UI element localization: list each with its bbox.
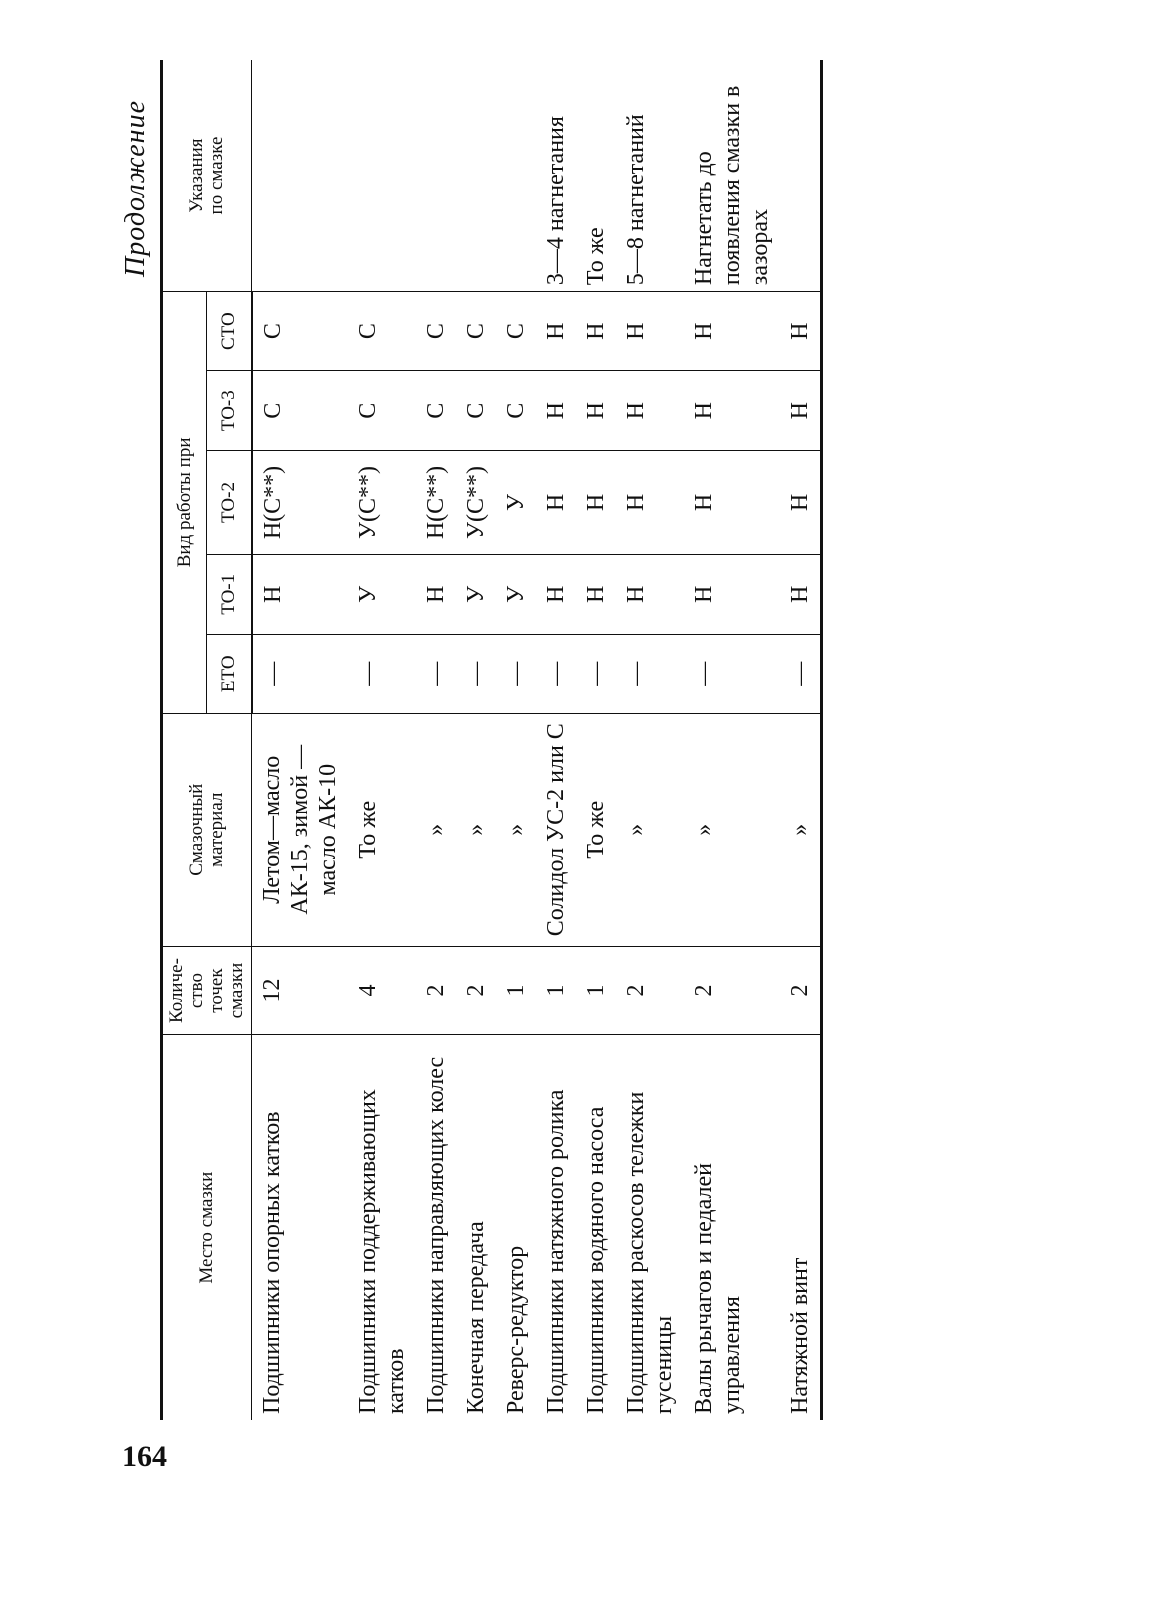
row-count: 12 [252, 946, 349, 1035]
header-to3: ТО-3 [207, 371, 252, 451]
row-material: Солидол УС-2 или С [536, 713, 576, 946]
row-eto: — [416, 634, 456, 713]
row-to2: Н [576, 451, 616, 555]
header-count-text: Количе- ство точек смазки [166, 958, 247, 1024]
row-material: » [684, 713, 780, 946]
row-to1: У [456, 554, 496, 634]
row-to2: Н [684, 451, 780, 555]
row-to3: Н [780, 371, 822, 451]
row-note [496, 60, 536, 292]
header-sto: СТО [207, 292, 252, 371]
row-to3: С [416, 371, 456, 451]
header-count [162, 946, 252, 1035]
table-row [456, 60, 496, 1420]
row-to2: Н [616, 451, 684, 555]
row-to2: Н [536, 451, 576, 555]
row-sto: С [416, 292, 456, 371]
header-material-text: Смазочный материал [186, 783, 227, 876]
row-to3: С [456, 371, 496, 451]
row-material: Летом—масло АК-15, зимой — масло АК-10 [252, 713, 349, 946]
row-place: Подшипники опорных катков [259, 1111, 285, 1414]
row-note: 3—4 нагнетания [536, 60, 576, 292]
row-eto: — [456, 634, 496, 713]
row-eto: — [780, 634, 822, 713]
row-count: 2 [684, 946, 780, 1035]
table-row [416, 60, 456, 1420]
row-eto: — [616, 634, 684, 713]
row-material: То же [576, 713, 616, 946]
row-count: 2 [416, 946, 456, 1035]
continuation-label: Продолжение [120, 100, 151, 277]
row-to2: Н(С**) [252, 451, 349, 555]
row-count: 4 [348, 946, 416, 1035]
header-eto: ЕТО [207, 634, 252, 713]
row-to1: Н [536, 554, 576, 634]
table-body [252, 60, 822, 1420]
row-material: » [780, 713, 822, 946]
row-to3: С [496, 371, 536, 451]
row-eto: — [496, 634, 536, 713]
row-eto: — [536, 634, 576, 713]
row-to3: Н [536, 371, 576, 451]
row-count: 2 [616, 946, 684, 1035]
row-place: Реверс-редуктор [503, 1245, 529, 1414]
table-row [780, 60, 822, 1420]
row-place: Подшипники водяного насоса [583, 1106, 609, 1414]
row-to1: Н [780, 554, 822, 634]
row-place: Натяжной винт [787, 1257, 813, 1414]
row-eto: — [576, 634, 616, 713]
header-material [162, 713, 252, 946]
row-to3: Н [684, 371, 780, 451]
row-place: Подшипники натяжного ролика [543, 1089, 569, 1414]
table-row [348, 60, 416, 1420]
table-row [536, 60, 576, 1420]
row-place: Подшипники направляющих колес [423, 1056, 449, 1414]
table-row [616, 60, 684, 1420]
row-to1: У [348, 554, 416, 634]
row-material: » [416, 713, 456, 946]
header-place: Место смазки [162, 1035, 252, 1420]
row-count: 1 [576, 946, 616, 1035]
row-sto: С [496, 292, 536, 371]
row-note [416, 60, 456, 292]
row-count: 2 [456, 946, 496, 1035]
row-sto: С [348, 292, 416, 371]
row-to1: У [496, 554, 536, 634]
row-sto: Н [616, 292, 684, 371]
row-to2: Н(С**) [416, 451, 456, 555]
header-notes [162, 60, 252, 292]
row-place: Подшипники поддерживающих катков [355, 1089, 409, 1414]
table-row [576, 60, 616, 1420]
row-note [780, 60, 822, 292]
table-row [252, 60, 349, 1420]
row-note [348, 60, 416, 292]
row-eto: — [252, 634, 349, 713]
lubrication-table [160, 60, 823, 1420]
row-count: 2 [780, 946, 822, 1035]
row-to1: Н [576, 554, 616, 634]
row-to1: Н [416, 554, 456, 634]
row-eto: — [684, 634, 780, 713]
header-to2: ТО-2 [207, 451, 252, 555]
row-to2: У [496, 451, 536, 555]
row-to2: У(С**) [456, 451, 496, 555]
row-count: 1 [536, 946, 576, 1035]
header-to1: ТО-1 [207, 554, 252, 634]
row-material: » [456, 713, 496, 946]
table-row [684, 60, 780, 1420]
row-to3: С [252, 371, 349, 451]
row-to2: У(С**) [348, 451, 416, 555]
header-work-type: Вид работы при [162, 292, 207, 714]
rotated-table-block [120, 60, 1110, 1420]
table-row [496, 60, 536, 1420]
row-to3: С [348, 371, 416, 451]
row-note: 5—8 нагнетаний [616, 60, 684, 292]
row-sto: С [252, 292, 349, 371]
row-note: Нагнетать до появления смазки в зазорах [684, 60, 780, 292]
row-to1: Н [684, 554, 780, 634]
row-note [252, 60, 349, 292]
row-to1: Н [616, 554, 684, 634]
row-to2: Н [780, 451, 822, 555]
row-place: Конечная передача [463, 1221, 489, 1414]
row-eto: — [348, 634, 416, 713]
row-material: » [616, 713, 684, 946]
header-notes-text: Указания по смазке [186, 136, 227, 215]
row-sto: Н [536, 292, 576, 371]
row-to3: Н [616, 371, 684, 451]
row-note: То же [576, 60, 616, 292]
row-count: 1 [496, 946, 536, 1035]
row-place: Валы рычагов и педалей управления [691, 1163, 745, 1414]
row-note [456, 60, 496, 292]
row-sto: Н [576, 292, 616, 371]
row-sto: Н [684, 292, 780, 371]
row-material: То же [348, 713, 416, 946]
row-place: Подшипники раскосов тележки гусеницы [623, 1091, 677, 1414]
row-to1: Н [252, 554, 349, 634]
row-sto: Н [780, 292, 822, 371]
row-material: » [496, 713, 536, 946]
page-number: 164 [122, 1440, 167, 1473]
row-to3: Н [576, 371, 616, 451]
row-sto: С [456, 292, 496, 371]
